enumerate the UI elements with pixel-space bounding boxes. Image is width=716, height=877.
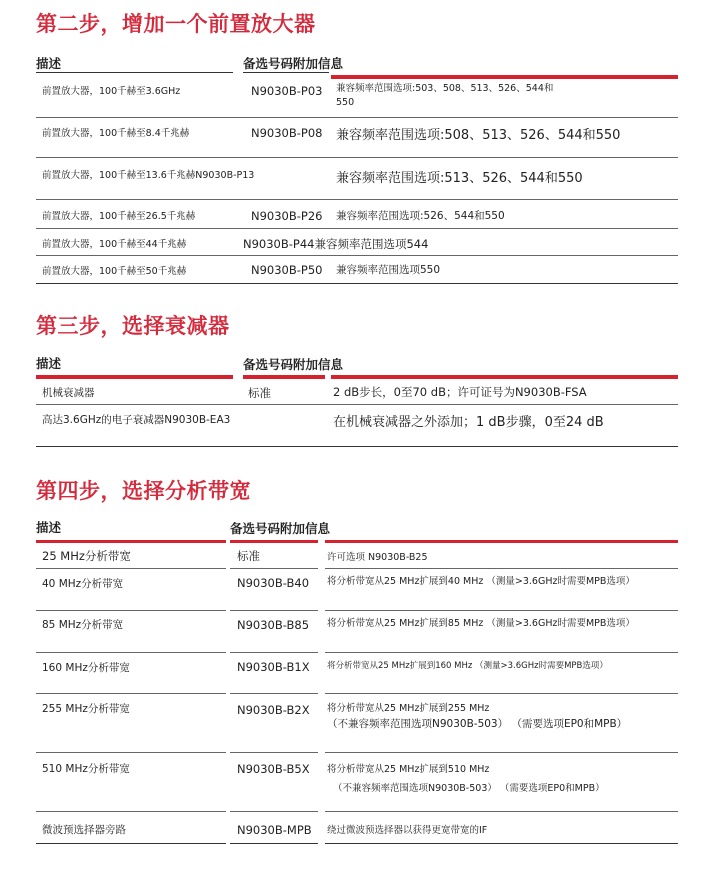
- header-rule: [243, 72, 329, 73]
- row-divider: [36, 568, 226, 569]
- row-info: 在机械衰减器之外添加；1 dB步骤，0至24 dB: [333, 415, 604, 430]
- row-code: N9030B-P03: [251, 84, 323, 98]
- row-divider: [325, 811, 678, 812]
- row-code: N9030B-P26: [251, 209, 323, 223]
- row-info: 兼容频率范围选项:526、544和550: [336, 210, 505, 222]
- row-info: 兼容频率范围选项550: [336, 264, 441, 276]
- row-divider: [230, 752, 318, 753]
- row-info: 2 dB步长，0至70 dB；许可证号为N9030B-FSA: [333, 385, 587, 399]
- row-desc: 前置放大器，100千赫至26.5千兆赫: [42, 211, 196, 222]
- row-desc: 前置放大器，100千赫至13.6千兆赫N9030B-P13: [42, 170, 255, 181]
- row-divider: [325, 652, 678, 653]
- row-info: N9030B-P44兼容频率范围选项544: [243, 237, 429, 251]
- row-divider: [325, 568, 678, 569]
- step4-title: 第四步，选择分析带宽: [36, 479, 251, 503]
- row-divider: [230, 693, 318, 694]
- accent-rule: [331, 75, 678, 79]
- row-desc: 25 MHz分析带宽: [42, 549, 131, 563]
- step3-col-desc: 描述: [36, 356, 62, 371]
- row-code: N9030B-MPB: [237, 823, 312, 837]
- step3-col-opt: 备选号码附加信息: [243, 357, 344, 372]
- row-code: N9030B-B5X: [237, 762, 310, 776]
- row-divider: [36, 652, 226, 653]
- accent-rule: [331, 375, 678, 379]
- row-divider: [36, 199, 678, 200]
- row-info: 许可选项 N9030B-B25: [327, 552, 428, 563]
- row-divider: [36, 446, 678, 447]
- row-desc: 机械衰减器: [42, 387, 95, 399]
- row-info: 兼容频率范围选项:508、513、526、544和550: [336, 128, 621, 143]
- row-desc: 前置放大器，100千赫至3.6GHz: [42, 86, 181, 97]
- accent-rule: [36, 375, 233, 379]
- step2-title: 第二步，增加一个前置放大器: [36, 12, 316, 36]
- accent-rule: [243, 375, 325, 379]
- row-divider: [325, 843, 678, 844]
- row-info: 将分析带宽从25 MHz扩展到255 MHz: [327, 703, 490, 714]
- row-divider: [230, 811, 318, 812]
- row-info: 将分析带宽从25 MHz扩展到85 MHz （测量>3.6GHz时需要MPB选项）: [327, 618, 635, 629]
- accent-rule: [325, 540, 678, 543]
- row-code: N9030B-B2X: [237, 703, 310, 717]
- row-desc: 510 MHz分析带宽: [42, 763, 130, 775]
- accent-rule: [36, 540, 226, 543]
- row-divider: [36, 693, 226, 694]
- row-info: 将分析带宽从25 MHz扩展到510 MHz: [327, 764, 490, 775]
- row-divider: [230, 652, 318, 653]
- row-divider: [36, 255, 678, 256]
- step3-title: 第三步，选择衰减器: [36, 314, 230, 338]
- row-divider: [36, 811, 226, 812]
- row-code: N9030B-P08: [251, 126, 323, 140]
- row-info-note: （不兼容频率范围选项N9030B-503） （需要选项EP0和MPB）: [333, 783, 605, 794]
- row-code: N9030B-B1X: [237, 660, 310, 674]
- row-divider: [230, 568, 318, 569]
- row-divider: [36, 157, 678, 158]
- row-code: 标准: [248, 386, 271, 400]
- row-info-note: （不兼容频率范围选项N9030B-503） （需要选项EP0和MPB）: [327, 718, 628, 730]
- step2-col-desc: 描述: [36, 56, 62, 71]
- row-divider: [36, 117, 678, 118]
- row-desc: 前置放大器，100千赫至8.4千兆赫: [42, 128, 190, 139]
- row-code: 标准: [237, 549, 260, 563]
- row-divider: [325, 693, 678, 694]
- step4-col-opt: 备选号码附加信息: [230, 521, 331, 536]
- row-code: N9030B-B85: [237, 618, 310, 632]
- row-divider: [230, 610, 318, 611]
- row-info: 兼容频率范围选项:513、526、544和550: [336, 171, 583, 186]
- row-info: 将分析带宽从25 MHz扩展到160 MHz （测量>3.6GHz时需要MPB选项）: [327, 661, 608, 671]
- row-code: N9030B-P50: [251, 263, 323, 277]
- row-info: 绕过微波预选择器以获得更宽带宽的IF: [327, 825, 488, 836]
- row-divider: [36, 404, 678, 405]
- row-desc: 微波预选择器旁路: [42, 824, 126, 836]
- row-desc: 前置放大器，100千赫至44千兆赫: [42, 239, 187, 250]
- row-divider: [36, 843, 226, 844]
- row-desc: 85 MHz分析带宽: [42, 619, 124, 631]
- row-desc: 255 MHz分析带宽: [42, 703, 130, 715]
- row-divider: [230, 843, 318, 844]
- row-info: 将分析带宽从25 MHz扩展到40 MHz （测量>3.6GHz时需要MPB选项）: [327, 576, 635, 587]
- row-divider: [36, 610, 226, 611]
- row-divider: [325, 752, 678, 753]
- row-divider: [36, 228, 678, 229]
- row-divider: [36, 752, 226, 753]
- step2-col-opt: 备选号码附加信息: [243, 56, 344, 71]
- row-desc: 高达3.6GHz的电子衰减器N9030B-EA3: [42, 414, 231, 426]
- row-divider: [36, 283, 678, 284]
- row-code: N9030B-B40: [237, 576, 310, 590]
- step4-col-desc: 描述: [36, 520, 62, 535]
- row-desc: 40 MHz分析带宽: [42, 578, 124, 590]
- row-desc: 160 MHz分析带宽: [42, 662, 130, 674]
- accent-rule: [230, 540, 318, 543]
- row-info: 兼容频率范围选项:503、508、513、526、544和550: [336, 83, 554, 108]
- row-desc: 前置放大器，100千赫至50千兆赫: [42, 266, 187, 277]
- header-rule: [36, 72, 233, 73]
- row-divider: [325, 610, 678, 611]
